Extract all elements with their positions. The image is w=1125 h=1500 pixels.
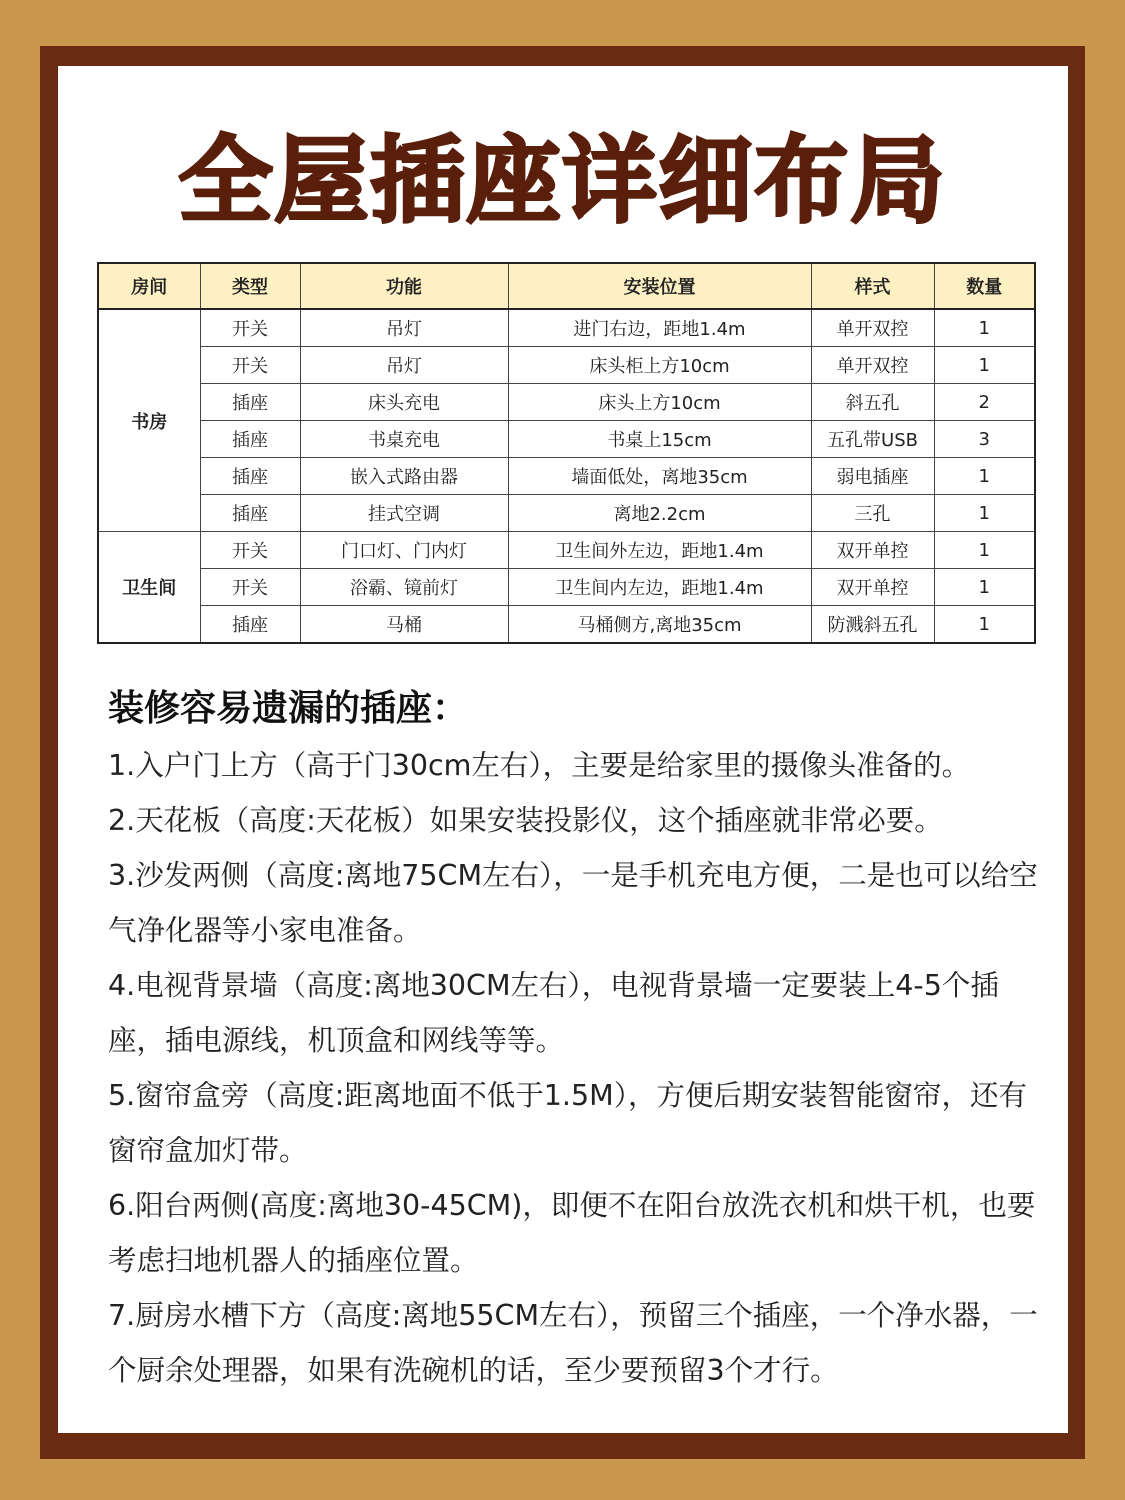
cell-type: 插座 <box>200 495 300 532</box>
cell-style: 五孔带USB <box>811 421 934 458</box>
cell-function: 床头充电 <box>300 384 508 421</box>
cell-position: 卫生间内左边，距地1.4m <box>508 569 811 606</box>
list-item: 6.阳台两侧(高度:离地30-45CM)，即便不在阳台放洗衣机和烘干机，也要考虑扫地机器人的插座位置。 <box>108 1189 1036 1277</box>
table-header-row <box>98 263 1035 309</box>
table-row <box>98 606 1035 644</box>
section-title: 装修容易遗漏的插座： <box>108 688 469 729</box>
cell-position: 马桶侧方,离地35cm <box>508 606 811 644</box>
cell-style: 弱电插座 <box>811 458 934 495</box>
cell-quantity: 1 <box>934 495 1035 532</box>
cell-type: 开关 <box>200 309 300 347</box>
cell-type: 插座 <box>200 606 300 644</box>
cell-quantity: 1 <box>934 569 1035 606</box>
cell-function: 吊灯 <box>300 347 508 384</box>
cell-function: 挂式空调 <box>300 495 508 532</box>
table-row <box>98 421 1035 458</box>
cell-quantity: 1 <box>934 347 1035 384</box>
cell-quantity: 1 <box>934 532 1035 569</box>
tips-list <box>108 738 1048 1398</box>
table-row <box>98 569 1035 606</box>
list-item: 3.沙发两侧（高度:离地75CM左右），一是手机充电方便，二是也可以给空气净化器等小家电准备。 <box>108 859 1038 947</box>
cell-style: 三孔 <box>811 495 934 532</box>
page-title: 全屋插座详细布局 <box>178 127 947 236</box>
cell-function: 门口灯、门内灯 <box>300 532 508 569</box>
cell-style: 单开双控 <box>811 347 934 384</box>
list-item: 1.入户门上方（高于门30cm左右），主要是给家里的摄像头准备的。 <box>108 749 971 782</box>
room-cell-bathroom: 卫生间 <box>98 532 200 644</box>
table-row <box>98 384 1035 421</box>
cell-type: 开关 <box>200 347 300 384</box>
cell-quantity: 3 <box>934 421 1035 458</box>
cell-style: 防溅斜五孔 <box>811 606 934 644</box>
header-type: 类型 <box>200 263 300 309</box>
cell-function: 嵌入式路由器 <box>300 458 508 495</box>
header-position: 安装位置 <box>508 263 811 309</box>
cell-style: 单开双控 <box>811 309 934 347</box>
table-row <box>98 309 1035 347</box>
cell-type: 插座 <box>200 421 300 458</box>
cell-function: 吊灯 <box>300 309 508 347</box>
cell-function: 书桌充电 <box>300 421 508 458</box>
cell-quantity: 1 <box>934 458 1035 495</box>
cell-type: 开关 <box>200 569 300 606</box>
table-row <box>98 532 1035 569</box>
table-row <box>98 458 1035 495</box>
cell-style: 斜五孔 <box>811 384 934 421</box>
cell-style: 双开单控 <box>811 569 934 606</box>
cell-type: 插座 <box>200 458 300 495</box>
table-row <box>98 347 1035 384</box>
cell-position: 墙面低处，离地35cm <box>508 458 811 495</box>
cell-position: 床头柜上方10cm <box>508 347 811 384</box>
header-room: 房间 <box>98 263 200 309</box>
header-quantity: 数量 <box>934 263 1035 309</box>
cell-position: 卫生间外左边，距地1.4m <box>508 532 811 569</box>
cell-position: 进门右边，距地1.4m <box>508 309 811 347</box>
cell-function: 浴霸、镜前灯 <box>300 569 508 606</box>
cell-quantity: 2 <box>934 384 1035 421</box>
table-row <box>98 495 1035 532</box>
cell-function: 马桶 <box>300 606 508 644</box>
list-item: 7.厨房水槽下方（高度:离地55CM左右），预留三个插座，一个净水器，一个厨余处理器，如果有洗碗机的话，至少要预留3个才行。 <box>108 1299 1038 1387</box>
cell-type: 插座 <box>200 384 300 421</box>
list-item: 5.窗帘盒旁（高度:距离地面不低于1.5M），方便后期安装智能窗帘，还有窗帘盒加灯带。 <box>108 1079 1027 1167</box>
cell-quantity: 1 <box>934 309 1035 347</box>
room-cell-study: 书房 <box>98 309 200 532</box>
cell-style: 双开单控 <box>811 532 934 569</box>
list-item: 4.电视背景墙（高度:离地30CM左右），电视背景墙一定要装上4-5个插座，插电源线，机顶盒和网线等等。 <box>108 969 999 1057</box>
cell-quantity: 1 <box>934 606 1035 644</box>
list-item: 2.天花板（高度:天花板）如果安装投影仪，这个插座就非常必要。 <box>108 804 943 837</box>
header-style: 样式 <box>811 263 934 309</box>
header-function: 功能 <box>300 263 508 309</box>
cell-type: 开关 <box>200 532 300 569</box>
cell-position: 离地2.2cm <box>508 495 811 532</box>
socket-layout-table <box>97 262 1036 644</box>
cell-position: 床头上方10cm <box>508 384 811 421</box>
cell-position: 书桌上15cm <box>508 421 811 458</box>
